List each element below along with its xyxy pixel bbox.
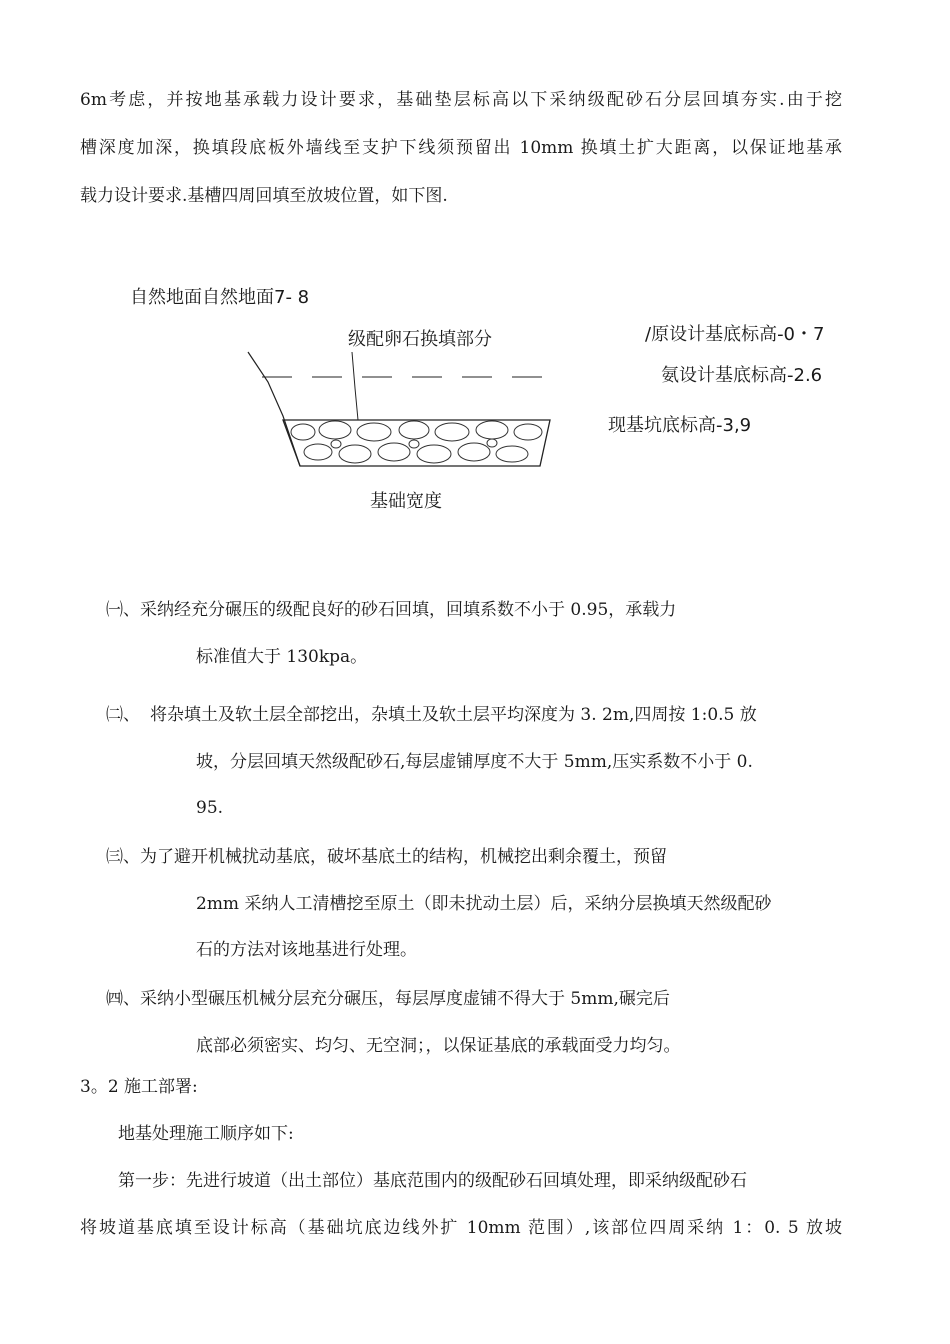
gravel-stones [291, 421, 542, 463]
section-heading: 3。2 施工部署: [80, 1077, 198, 1097]
item-3-line-1: 为了避开机械扰动基底，破坏基底土的结构，机械挖出剩余覆土，预留 [140, 847, 667, 867]
fill-section-label: 级配卵石换填部分 [348, 329, 492, 350]
item-1-marker: ㈠、 [106, 600, 140, 620]
item-2-line-2: 坡，分层回填天然级配砂石,每层虚铺厚度不大于 5mm,压实系数不小于 0. [196, 752, 753, 772]
intro-line-2: 槽深度加深，换填段底板外墙线至支护下线须预留出 10mm 换填土扩大距离，以保证地基承 [80, 138, 842, 158]
item-4-line-1: 采纳小型碾压机械分层充分碾压，每层厚度虚铺不得大于 5mm,碾完后 [140, 989, 670, 1009]
item-2-marker: ㈡、 [106, 705, 140, 725]
step-1-line-1: 第一步：先进行坡道（出土部位）基底范围内的级配砂石回填处理，即采纳级配砂石 [118, 1171, 747, 1191]
fill-label-leader-line [352, 352, 358, 420]
design-level-label: 氨设计基底标高-2.6 [661, 365, 823, 386]
natural-ground-label: 自然地面自然地面7- 8 [130, 287, 310, 308]
item-2-line-1: 将杂填土及软土层全部挖出，杂填土及软土层平均深度为 3. 2m,四周按 1:0.5 放 [150, 705, 757, 725]
item-2-line-3: 95. [196, 798, 224, 818]
item-4-line-2: 底部必须密实、均匀、无空洞；，以保证基底的承载面受力均匀。 [196, 1036, 681, 1056]
foundation-width-label: 基础宽度 [370, 491, 442, 512]
item-3-marker: ㈢、 [106, 847, 140, 867]
current-pit-level-label: 现基坑底标高-3,9 [608, 415, 752, 436]
left-slope-line [248, 352, 300, 466]
item-1-line-1: 采纳经充分碾压的级配良好的砂石回填，回填系数不小于 0.95，承载力 [140, 600, 677, 620]
section-subheading: 地基处理施工顺序如下: [118, 1124, 294, 1144]
item-3-line-2: 2mm 采纳人工清槽挖至原土（即未扰动土层）后，采纳分层换填天然级配砂 [196, 894, 772, 914]
step-1-line-2: 将坡道基底填至设计标高（基础坑底边线外扩 10mm 范围）,该部位四周采纳 1：0. 5 放坡 [80, 1218, 842, 1238]
item-3-line-3: 石的方法对该地基进行处理。 [196, 940, 417, 960]
intro-line-1: 6m考虑，并按地基承载力设计要求，基础垫层标高以下采纳级配砂石分层回填夯实.由于挖 [80, 90, 842, 110]
intro-line-3: 载力设计要求.基槽四周回填至放坡位置，如下图. [80, 186, 448, 206]
item-4-marker: ㈣、 [106, 989, 140, 1009]
original-design-level-label: /原设计基底标高-0・7 [645, 324, 825, 345]
item-1-line-2: 标准值大于 130kpa。 [196, 647, 368, 667]
